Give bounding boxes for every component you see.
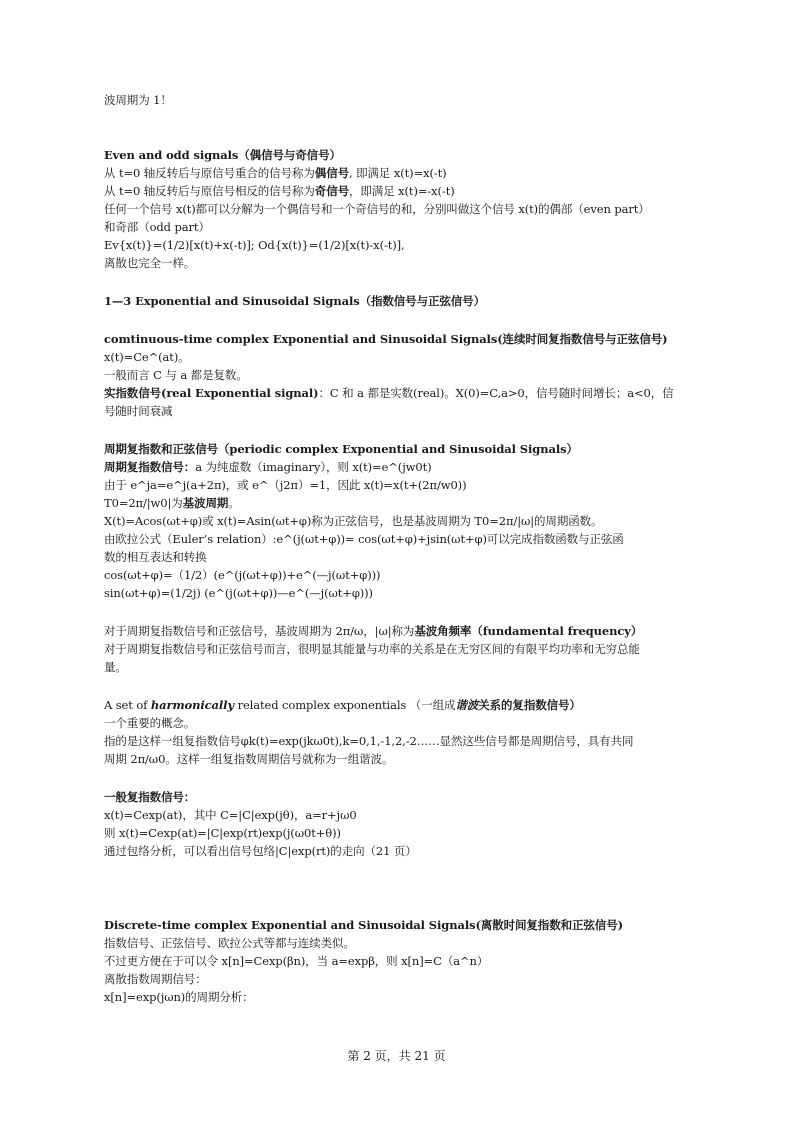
paragraph-line: X(t)=Acos(ωt+φ)或 x(t)=Asin(ωt+φ)称为正弦信号，也是基波周期为 T0=2π/|ω|的周期函数。 — [104, 514, 603, 528]
paragraph-line: 通过包络分析，可以看出信号包络|C|exp(rt)的走向（21 页） — [104, 844, 417, 858]
formula-line: x[n]=exp(jωn)的周期分析： — [104, 990, 254, 1004]
italic-term: harmonically — [150, 698, 235, 712]
subsection-heading: comtinuous-time complex Exponential and Sinusoidal Signals(连续时间复指数信号与正弦信号) — [104, 332, 668, 346]
formula-line: x(t)=Cexp(at)，其中 C=|C|exp(jθ)，a=r+jω0 — [104, 808, 357, 822]
paragraph-line — [104, 622, 704, 640]
paragraph-line: 由欧拉公式（Euler’s relation）:e^(j(ωt+φ))= cos(ωt+φ)+jsin(ωt+φ)可以完成指数函数与正弦函 — [104, 532, 624, 546]
formula-line: x(t)=Ce^(at)。 — [104, 350, 190, 364]
text-run: 从 t=0 轴反转后与原信号相反的信号称为 — [104, 184, 315, 198]
formula-line: 则 x(t)=Cexp(at)=|C|exp(rt)exp(j(ω0t+θ)) — [104, 826, 341, 840]
text-run: ，即满足 x(t)=-x(-t) — [349, 184, 455, 198]
text-run: related complex exponentials （一组成 — [234, 698, 456, 712]
paragraph-line: 周期 2π/ω0。这样一组复指数周期信号就称为一组谐波。 — [104, 752, 394, 766]
paragraph-line: 对于周期复指数信号和正弦信号而言，很明显其能量与功率的关系是在无穷区间的有限平均功率和无穷总能 — [104, 642, 640, 656]
paragraph-line: 指的是这样一组复指数信号φk(t)=exp(jkω0t),k=0,1,-1,2,-2……显然这些信号都是周期信号，具有共同 — [104, 734, 634, 748]
paragraph-line: 号随时间衰减 — [104, 404, 173, 418]
section-heading: Even and odd signals（偶信号与奇信号） — [104, 148, 341, 162]
paragraph-line: 由于 e^ja=e^j(a+2π)，或 e^（j2π）=1，因此 x(t)=x(t+(2π/w0)) — [104, 478, 467, 492]
text-run: 对于周期复指数信号和正弦信号，基波周期为 2π/ω，|ω|称为 — [104, 624, 415, 638]
subsection-heading: Discrete-time complex Exponential and Sinusoidal Signals(离散时间复指数和正弦信号) — [104, 918, 623, 932]
paragraph-line — [104, 384, 704, 402]
bold-term: 奇信号 — [314, 184, 349, 198]
paragraph-line: 任何一个信号 x(t)都可以分解为一个偶信号和一个奇信号的和，分别叫做这个信号 x(t)的偶部（even part） — [104, 202, 650, 216]
bold-term: 实指数信号(real Exponential signal) — [104, 386, 319, 400]
bold-term: 基波周期 — [182, 496, 229, 510]
page-footer: 第 2 页，共 21 页 — [347, 1049, 446, 1063]
paragraph-line: 一般而言 C 与 a 都是复数。 — [104, 368, 248, 382]
paragraph-line: 数的相互表达和转换 — [104, 550, 207, 564]
paragraph-line: 离散也完全一样。 — [104, 256, 196, 270]
text-run: 。 — [228, 496, 240, 510]
paragraph-line: 离散指数周期信号： — [104, 972, 207, 986]
paragraph-line: 不过更方便在于可以令 x[n]=Cexp(βn)，当 a=expβ，则 x[n]=C（a^n） — [104, 954, 489, 968]
text-run: ：C 和 a 都是实数(real)。X(0)=C,a>0，信号随时间增长；a<0，信 — [318, 386, 674, 400]
paragraph-line: 一个重要的概念。 — [104, 716, 196, 730]
paragraph-line — [104, 182, 704, 200]
bold-term: 周期复指数信号： — [104, 460, 196, 474]
subsection-heading — [104, 696, 704, 714]
subsection-heading: 一般复指数信号： — [104, 790, 196, 804]
paragraph-line — [104, 164, 704, 182]
paragraph-line: 指数信号、正弦信号、欧拉公式等都与连续类似。 — [104, 936, 355, 950]
paragraph-line: 和奇部（odd part） — [104, 220, 210, 234]
text-run: a 为纯虚数（imaginary），则 x(t)=e^(jw0t) — [195, 460, 432, 474]
paragraph-line: 量。 — [104, 660, 127, 674]
paragraph-line: 波周期为 1！ — [104, 93, 172, 107]
text-run: 从 t=0 轴反转后与原信号重合的信号称为 — [104, 166, 315, 180]
formula-line: Ev{x(t)}=(1/2)[x(t)+x(-t)]; Od{x(t)}=(1/2)[x(t)-x(-t)], — [104, 238, 405, 252]
italic-term: 谐波 — [455, 698, 479, 712]
paragraph-line — [104, 494, 704, 512]
paragraph-line — [104, 458, 704, 476]
text-run: T0=2π/|w0|为 — [104, 496, 183, 510]
section-heading: 1—3 Exponential and Sinusoidal Signals（指数信号与正弦信号） — [104, 294, 485, 308]
formula-line: cos(ωt+φ)=（1/2）(e^(j(ωt+φ))+e^(—j(ωt+φ))) — [104, 568, 381, 582]
bold-term: 关系的复指数信号） — [478, 698, 581, 712]
text-run: , 即满足 x(t)=x(-t) — [349, 166, 447, 180]
formula-line: sin(ωt+φ)=(1/2j) (e^(j(ωt+φ))—e^(—j(ωt+φ))) — [104, 586, 373, 600]
bold-term: 偶信号 — [314, 166, 349, 180]
subsection-heading: 周期复指数和正弦信号（periodic complex Exponential and Sinusoidal Signals） — [104, 442, 578, 456]
bold-term: 基波角频率（fundamental frequency） — [414, 624, 643, 638]
text-run: A set of — [104, 698, 151, 712]
